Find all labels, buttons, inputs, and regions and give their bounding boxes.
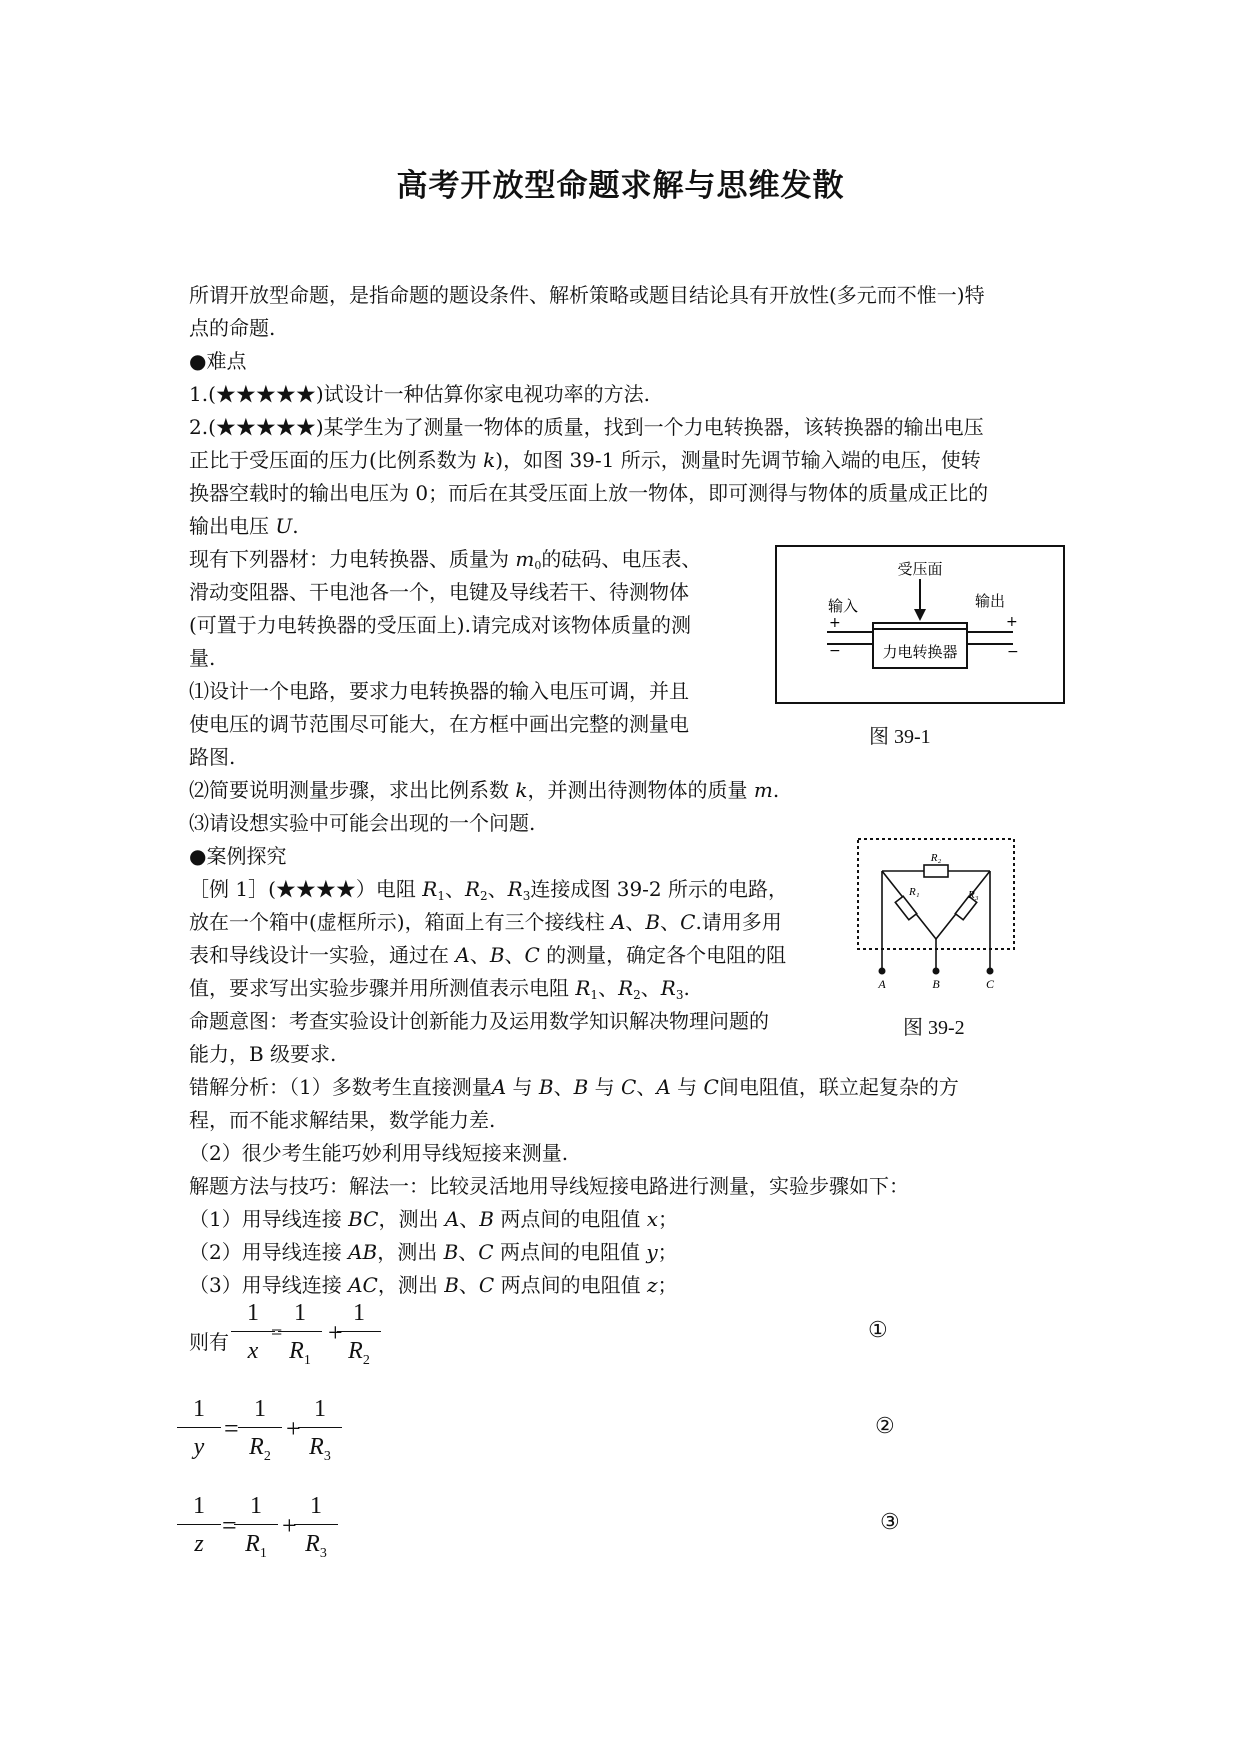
text: 正比于受压面的压力(比例系数为	[189, 448, 484, 472]
numerator: 1	[238, 1396, 282, 1428]
denominator	[337, 1332, 381, 1374]
text: 间电阻值，联立起复杂的方	[718, 1075, 959, 1099]
text: ；	[657, 1240, 678, 1264]
text: ，测出	[377, 1240, 444, 1264]
fraction	[337, 1300, 381, 1374]
var-y: y	[646, 1240, 658, 1264]
text: 的测量，确定各个电阻的阻	[539, 943, 787, 967]
text: .请用多用	[695, 910, 782, 934]
subscript: 1	[303, 1352, 311, 1368]
figure-39-2	[852, 835, 1022, 990]
question-2-line: 量.	[189, 646, 216, 670]
var-x: x	[646, 1207, 658, 1231]
example-1-line	[189, 943, 786, 967]
question-2-part-2	[189, 778, 779, 802]
transducer-label: 力电转换器	[882, 643, 958, 661]
var-c: C	[524, 943, 540, 967]
equation-number-2: ②	[875, 1414, 895, 1439]
text: 、	[458, 1240, 479, 1264]
var: AC	[348, 1273, 378, 1297]
var-k: k	[515, 778, 528, 802]
text: 两点间的电阻值	[493, 1207, 647, 1231]
text: （3）用导线连接	[189, 1273, 349, 1297]
var-b: B	[444, 1273, 459, 1297]
intro-line: 点的命题.	[189, 316, 276, 340]
numerator: 1	[231, 1300, 275, 1332]
var-c: C	[478, 1240, 494, 1264]
subscript: 1	[437, 889, 445, 903]
subscript: 3	[675, 988, 684, 1002]
output-label: 输出	[974, 592, 1006, 610]
error-analysis-line	[189, 1075, 959, 1099]
section-heading-case: ●案例探究	[189, 844, 287, 868]
var-b: B	[443, 1240, 459, 1264]
numerator: 1	[294, 1493, 338, 1525]
fraction	[294, 1493, 338, 1567]
equals-sign: =	[222, 1511, 237, 1540]
then-text: 则有	[189, 1330, 229, 1354]
question-1: 1.(★★★★★)试设计一种估算你家电视功率的方法.	[189, 382, 651, 406]
text: 现有下列器材：力电转换器、质量为	[189, 547, 516, 571]
error-analysis-line: 程，而不能求解结果，数学能力差.	[189, 1108, 496, 1132]
input-label: 输入	[827, 597, 859, 615]
numerator: 1	[298, 1396, 342, 1428]
var-r: R	[660, 976, 676, 1000]
arrow-head-icon	[914, 609, 926, 621]
var-a: A	[656, 1075, 671, 1099]
fraction	[177, 1396, 221, 1460]
intent-line: 能力，B 级要求.	[189, 1042, 337, 1066]
question-2-part-3: ⑶请设想实验中可能会出现的一个问题.	[189, 811, 536, 835]
pressure-face-label: 受压面	[897, 560, 943, 578]
equals-sign: =	[271, 1322, 283, 1344]
plus-sign: +	[328, 1318, 343, 1347]
var-k: k	[483, 448, 496, 472]
terminal-a	[879, 968, 886, 975]
figure-39-2-caption: 图 39-2	[903, 1017, 965, 1039]
var-r: R	[348, 1338, 363, 1364]
var-r: R	[507, 877, 523, 901]
fraction	[177, 1493, 221, 1557]
text: ，并测出待测物体的质量	[527, 778, 754, 802]
var-b: B	[645, 910, 661, 934]
text: 、	[553, 1075, 574, 1099]
subscript: 1	[259, 1545, 267, 1561]
subscript: 1	[590, 988, 599, 1002]
question-2-line: 2.(★★★★★)某学生为了测量一物体的质量，找到一个力电转换器，该转换器的输出电压	[189, 415, 984, 439]
var-c: C	[621, 1075, 637, 1099]
plus-sign: +	[286, 1414, 301, 1443]
output-plus: +	[1006, 614, 1018, 630]
question-2-line: (可置于力电转换器的受压面上).请完成对该物体质量的测	[189, 613, 691, 637]
text: 、	[504, 943, 525, 967]
question-2-part-1: 使电压的调节范围尽可能大，在方框中画出完整的测量电	[189, 712, 689, 736]
var: BC	[348, 1207, 379, 1231]
numerator: 1	[177, 1396, 221, 1428]
text: 表和导线设计一实验，通过在	[189, 943, 456, 967]
resistor-r2	[924, 865, 948, 877]
subscript: 3	[522, 889, 531, 903]
plus-sign: +	[282, 1511, 297, 1540]
r3-label: R₃	[968, 889, 979, 901]
intent-line: 命题意图：考查实验设计创新能力及运用数学知识解决物理问题的	[189, 1009, 769, 1033]
var-r: R	[618, 976, 634, 1000]
text: 两点间的电阻值	[494, 1273, 647, 1297]
denominator	[298, 1428, 342, 1470]
output-minus: −	[1007, 644, 1019, 660]
figure-39-1	[775, 545, 1065, 704]
text: 输出电压	[189, 514, 276, 538]
r1-label: R₁	[909, 886, 920, 898]
question-2-part-1: 路图.	[189, 745, 236, 769]
denominator	[234, 1525, 278, 1567]
text: ，测出	[378, 1207, 445, 1231]
page-title: 高考开放型命题求解与思维发散	[396, 168, 845, 204]
terminal-b-label: B	[932, 977, 940, 990]
subscript: 3	[319, 1545, 327, 1561]
fraction	[231, 1300, 275, 1364]
var-b: B	[538, 1075, 554, 1099]
var-r: R	[422, 877, 438, 901]
text: ［例 1］(★★★★）电阻	[189, 877, 423, 901]
text: 与	[588, 1075, 622, 1099]
var-r: R	[305, 1531, 320, 1557]
text: （2）用导线连接	[189, 1240, 349, 1264]
example-1-line	[189, 976, 690, 1007]
step-3	[189, 1273, 677, 1297]
numerator: 1	[177, 1493, 221, 1525]
var-z: z	[646, 1273, 658, 1297]
text: 、	[444, 877, 465, 901]
terminal-c	[987, 968, 994, 975]
numerator: 1	[278, 1300, 322, 1332]
subscript: 2	[263, 1448, 271, 1464]
r2-label: R₂	[930, 852, 942, 864]
text: ；	[657, 1207, 678, 1231]
var-c: C	[478, 1273, 495, 1297]
step-2	[189, 1240, 678, 1264]
text: 错解分析：（1）多数考生直接测量	[189, 1075, 492, 1099]
denominator: y	[193, 1434, 205, 1460]
text: ，测出	[377, 1273, 445, 1297]
var-m: m	[753, 778, 773, 802]
fraction	[298, 1396, 342, 1470]
var-a: A	[455, 943, 470, 967]
question-2-line	[189, 514, 299, 538]
denominator	[294, 1525, 338, 1567]
denominator: z	[194, 1531, 204, 1557]
text: .	[292, 514, 299, 538]
var-a: A	[491, 1075, 507, 1099]
text: （1）用导线连接	[189, 1207, 349, 1231]
subscript: 3	[323, 1448, 331, 1464]
var-c: C	[703, 1075, 719, 1099]
figure-39-1-caption: 图 39-1	[869, 726, 931, 748]
text: 、	[469, 943, 490, 967]
text: 、	[459, 1207, 480, 1231]
text: 的砝码、电压表、	[541, 547, 702, 571]
text: 与	[506, 1075, 539, 1099]
text: )，如图 39-1 所示，测量时先调节输入端的电压，使转	[495, 448, 981, 472]
text: 、	[640, 976, 661, 1000]
text: ；	[657, 1273, 678, 1297]
var: AB	[348, 1240, 378, 1264]
terminal-b	[933, 968, 940, 975]
transducer-diagram	[777, 547, 1063, 702]
var-a: A	[444, 1207, 460, 1231]
denominator	[278, 1332, 322, 1374]
text: 与	[670, 1075, 704, 1099]
text: 放在一个箱中(虚框所示)，箱面上有三个接线柱	[189, 910, 611, 934]
text: 两点间的电阻值	[493, 1240, 647, 1264]
resistor-network-diagram	[852, 835, 1022, 990]
var-b: B	[489, 943, 505, 967]
section-heading-difficulty: ●难点	[189, 349, 247, 373]
example-1-line	[189, 877, 788, 908]
equals-sign: =	[224, 1414, 239, 1443]
question-2-part-1: ⑴设计一个电路，要求力电转换器的输入电压可调，并且	[189, 679, 689, 703]
var-u: U	[275, 514, 293, 538]
example-1-line	[189, 910, 782, 934]
var-r: R	[464, 877, 481, 901]
fraction	[278, 1300, 322, 1374]
equation-number-1: ①	[868, 1318, 888, 1343]
equation-number-3: ③	[880, 1510, 900, 1535]
text: 、	[660, 910, 681, 934]
text: 、	[598, 976, 619, 1000]
denominator: x	[247, 1338, 259, 1364]
numerator: 1	[337, 1300, 381, 1332]
terminal-a-label: A	[878, 977, 886, 990]
intro-line: 所谓开放型命题，是指命题的题设条件、解析策略或题目结论具有开放性(多元而不惟一)特	[189, 283, 985, 307]
text: 值，要求写出实验步骤并用所测值表示电阻	[189, 976, 576, 1000]
step-1	[189, 1207, 678, 1231]
question-2-line	[189, 547, 701, 578]
input-plus: +	[829, 615, 841, 631]
text: .	[683, 976, 690, 1000]
terminal-c-label: C	[985, 977, 995, 990]
subscript: 2	[480, 889, 488, 903]
subscript: 2	[362, 1352, 370, 1368]
var-r: R	[249, 1434, 264, 1460]
method-line: 解题方法与技巧：解法一：比较灵活地用导线短接电路进行测量，实验步骤如下：	[189, 1174, 909, 1198]
var-m: m	[515, 547, 535, 571]
denominator	[238, 1428, 282, 1470]
var-r: R	[309, 1434, 324, 1460]
var-r: R	[575, 976, 591, 1000]
resistor-r1	[895, 896, 916, 919]
fraction	[234, 1493, 278, 1567]
text: 、	[636, 1075, 657, 1099]
var-b: B	[479, 1207, 494, 1231]
text: 、	[487, 877, 508, 901]
numerator: 1	[234, 1493, 278, 1525]
var-c: C	[680, 910, 696, 934]
subscript: 0	[534, 559, 542, 572]
text: 、	[625, 910, 646, 934]
error-analysis-line: （2）很少考生能巧妙利用导线短接来测量.	[189, 1141, 569, 1165]
text: 、	[458, 1273, 479, 1297]
input-minus: −	[829, 643, 841, 659]
question-2-line	[189, 448, 981, 472]
var-a: A	[610, 910, 626, 934]
fraction	[238, 1396, 282, 1470]
text: ⑵简要说明测量步骤，求出比例系数	[189, 778, 516, 802]
question-2-line: 换器空载时的输出电压为 0；而后在其受压面上放一物体，即可测得与物体的质量成正比的	[189, 481, 989, 505]
text: 连接成图 39-2 所示的电路，	[530, 877, 789, 901]
text: .	[772, 778, 780, 802]
subscript: 2	[633, 988, 641, 1002]
var-b: B	[573, 1075, 589, 1099]
var-r: R	[245, 1531, 260, 1557]
var-r: R	[289, 1338, 304, 1364]
question-2-line: 滑动变阻器、干电池各一个，电键及导线若干、待测物体	[189, 580, 689, 604]
